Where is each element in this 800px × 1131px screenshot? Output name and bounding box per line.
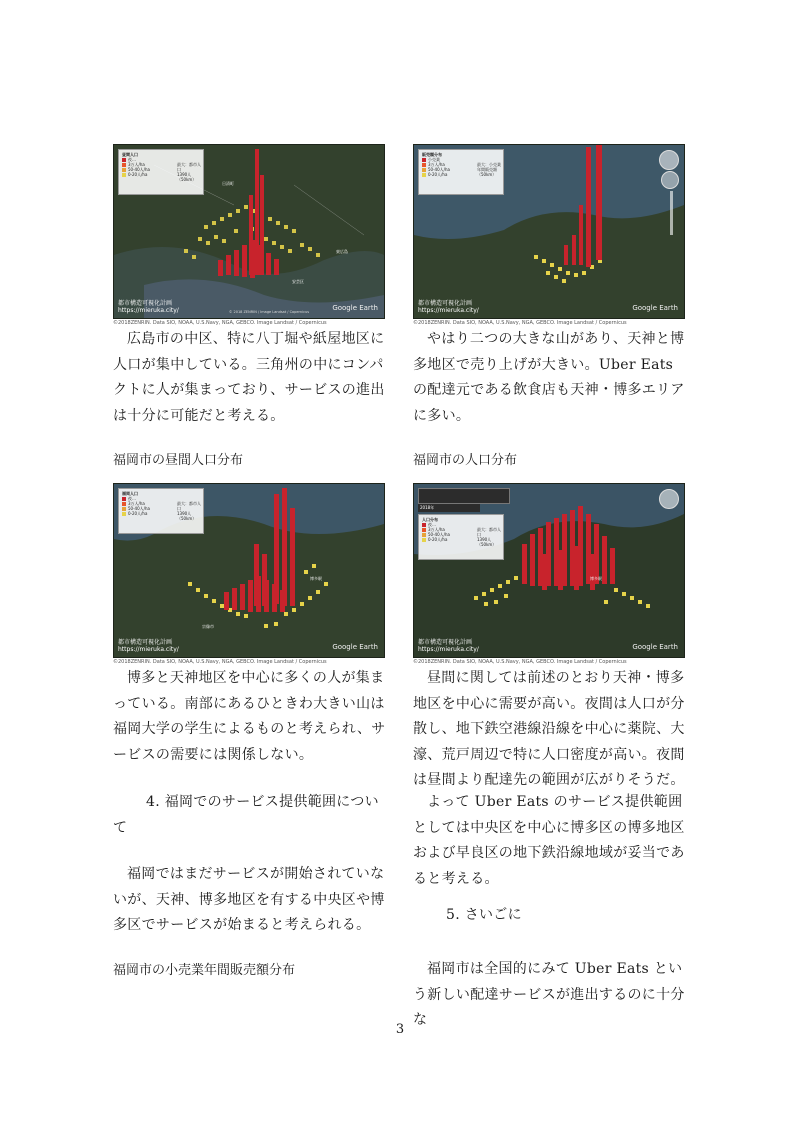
map-watermark	[418, 639, 479, 653]
legend-item-label: 小売業	[428, 157, 440, 162]
image-credit: ©2018ZENRIN. Data SIO, NOAA, U.S.Navy, NGA, GEBCO. Image Landsat / Copernicus	[113, 659, 327, 665]
swatch-icon	[122, 512, 126, 516]
watermark-name: 都市構造可視化計画	[418, 639, 473, 646]
google-earth-logo: Google Earth	[332, 304, 378, 312]
legend-note-line: 1390人	[177, 172, 192, 177]
legend-item-label: 3万人/ha	[428, 527, 445, 532]
compass-icon	[659, 150, 679, 170]
legend-item-label: 50-40人/ha	[428, 532, 450, 537]
legend-note-line: 最大：都市人口	[477, 527, 501, 537]
page-number: 3	[395, 1022, 405, 1037]
legend-note-line: 最大：小売業	[477, 162, 501, 167]
legend-note-line: 年間販売額	[477, 167, 497, 172]
legend-item-label: 夜…	[128, 157, 136, 162]
watermark-url: https://mieruka.city/	[118, 646, 179, 653]
figure-heading: 福岡市の人口分布	[413, 453, 518, 468]
map-legend	[418, 514, 504, 560]
legend-note	[177, 501, 203, 521]
swatch-icon	[422, 538, 426, 542]
legend-title: 昼間人口	[122, 152, 138, 157]
legend-note-line: 1390人	[177, 511, 192, 516]
paragraph: 博多と天神地区を中心に多くの人が集まっている。南部にあるひときわ大きい山は福岡大学の学生によるものと考えられ、サービスの需要には関係しない。	[113, 670, 386, 763]
watermark-name: 都市構造可視化計画	[118, 300, 173, 307]
legend-note-line: 最大：都市人口	[177, 162, 201, 172]
watermark-url: https://mieruka.city/	[418, 646, 479, 653]
legend-title: 販売額分布	[422, 152, 442, 157]
legend-item-label: 0-20人/ha	[428, 172, 448, 177]
image-credit: ©2018ZENRIN. Data SIO, NOAA, U.S.Navy, NGA, GEBCO. Image Landsat / Copernicus	[413, 659, 627, 665]
figure-hiroshima-population	[113, 144, 383, 326]
legend-title: 福岡人口	[122, 491, 138, 496]
map-image	[413, 144, 685, 319]
legend-item-label: 夜…	[128, 496, 136, 501]
map-image	[113, 144, 385, 319]
map-watermark	[118, 300, 179, 314]
place-label: 宗像市	[202, 624, 214, 629]
legend-note	[477, 162, 503, 177]
legend-item-label: 3万人/ha	[128, 501, 145, 506]
watermark-url: https://mieruka.city/	[418, 307, 479, 314]
map-image	[113, 483, 385, 658]
paragraph: やはり二つの大きな山があり、天神と博多地区で売り上げが大きい。Uber Eats の配達元である飲食店も天神・博多エリアに多い。	[413, 331, 685, 424]
legend-item-label: 3万人/ha	[428, 162, 445, 167]
legend-item-label: 50-40人/ha	[128, 506, 150, 511]
google-earth-logo: Google Earth	[632, 643, 678, 651]
legend-item-label: 3万人/ha	[128, 162, 145, 167]
swatch-icon	[422, 173, 426, 177]
legend-note-line: 1390人	[477, 537, 492, 542]
legend-item-label: 50-40人/ha	[128, 167, 150, 172]
place-label: 博多駅	[590, 576, 602, 581]
image-credit: ©2018ZENRIN. Data SIO, NOAA, U.S.Navy, NGA, GEBCO. Image Landsat / Copernicus	[413, 320, 627, 326]
paragraph: よって Uber Eats のサービス提供範囲としては中央区を中心に博多区の博多地区および早良区の地下鉄沿線地域が妥当であると考える。	[413, 794, 685, 887]
map-image	[413, 483, 685, 658]
legend-item-label: 50-40人/ha	[428, 167, 450, 172]
paragraph: 福岡ではまだサービスが開始されていないが、天神、博多地区を有する中央区や博多区でサービスが始まると考えられる。	[113, 866, 385, 933]
paragraph: 広島市の中区、特に八丁堀や紙屋地区に人口が集中している。三角州の中にコンパクトに人が集まっており、サービスの進出は十分に可能だと考える。	[113, 331, 385, 424]
figure-heading: 福岡市の小売業年間販売額分布	[113, 963, 296, 978]
legend-item-label: 夜…	[428, 522, 436, 527]
compass-icon	[659, 489, 679, 509]
legend-note-line: （50km）	[177, 516, 197, 521]
figure-fukuoka-daytime-population	[113, 483, 383, 665]
legend-item-label: 0-20人/ha	[128, 172, 148, 177]
legend-note	[477, 527, 503, 547]
navigation-control-icon	[661, 171, 679, 189]
time-slider	[418, 488, 510, 504]
legend-note-line: （50km）	[177, 177, 197, 182]
map-legend	[418, 149, 504, 195]
legend-note-line: 最大：都市人口	[177, 501, 201, 511]
legend-item-label: 0-20人/ha	[428, 537, 448, 542]
google-earth-logo: Google Earth	[632, 304, 678, 312]
map-watermark	[118, 639, 179, 653]
legend-item-label: 0-20人/ha	[128, 511, 148, 516]
section-heading-4: 4. 福岡でのサービス提供範囲について	[113, 794, 379, 836]
figure-heading: 福岡市の昼間人口分布	[113, 453, 244, 468]
image-credit: ©2018ZENRIN. Data SIO, NOAA, U.S.Navy, NGA, GEBCO. Image Landsat / Copernicus	[113, 320, 327, 326]
place-label: 博多駅	[310, 576, 322, 581]
map-legend	[118, 488, 204, 534]
map-watermark	[418, 300, 479, 314]
watermark-name: 都市構造可視化計画	[118, 639, 173, 646]
google-earth-logo: Google Earth	[332, 643, 378, 651]
section-heading-5: 5. さいごに	[446, 907, 522, 923]
paragraph: 福岡市は全国的にみて Uber Eats という新しい配達サービスが進出するのに十分な	[413, 961, 685, 1028]
map-legend	[118, 149, 204, 195]
figure-fukuoka-population	[413, 483, 683, 665]
map-center-credit: © 2018 ZENRIN / Image Landsat / Copernicus	[228, 309, 310, 314]
year-label: 2018年	[418, 504, 480, 512]
place-label: 安芸区	[292, 279, 304, 284]
paragraph: 昼間に関しては前述のとおり天神・博多地区を中心に需要が高い。夜間は人口が分散し、地下鉄空港線沿線を中心に薬院、大濠、荒戸周辺で特に人口密度が高い。夜間は昼間より配達先の範囲が広がりそうだ。	[413, 670, 685, 788]
zoom-slider-icon	[670, 191, 673, 235]
legend-note	[177, 162, 203, 182]
legend-title: 人口分布	[422, 517, 438, 522]
legend-note-line: （50km）	[477, 172, 497, 177]
watermark-name: 都市構造可視化計画	[418, 300, 473, 307]
place-label: 日清町	[222, 181, 234, 186]
legend-note-line: （50km）	[477, 542, 497, 547]
watermark-url: https://mieruka.city/	[118, 307, 179, 314]
swatch-icon	[122, 173, 126, 177]
figure-fukuoka-retail-sales	[413, 144, 683, 326]
place-label: 東広島	[336, 249, 348, 254]
